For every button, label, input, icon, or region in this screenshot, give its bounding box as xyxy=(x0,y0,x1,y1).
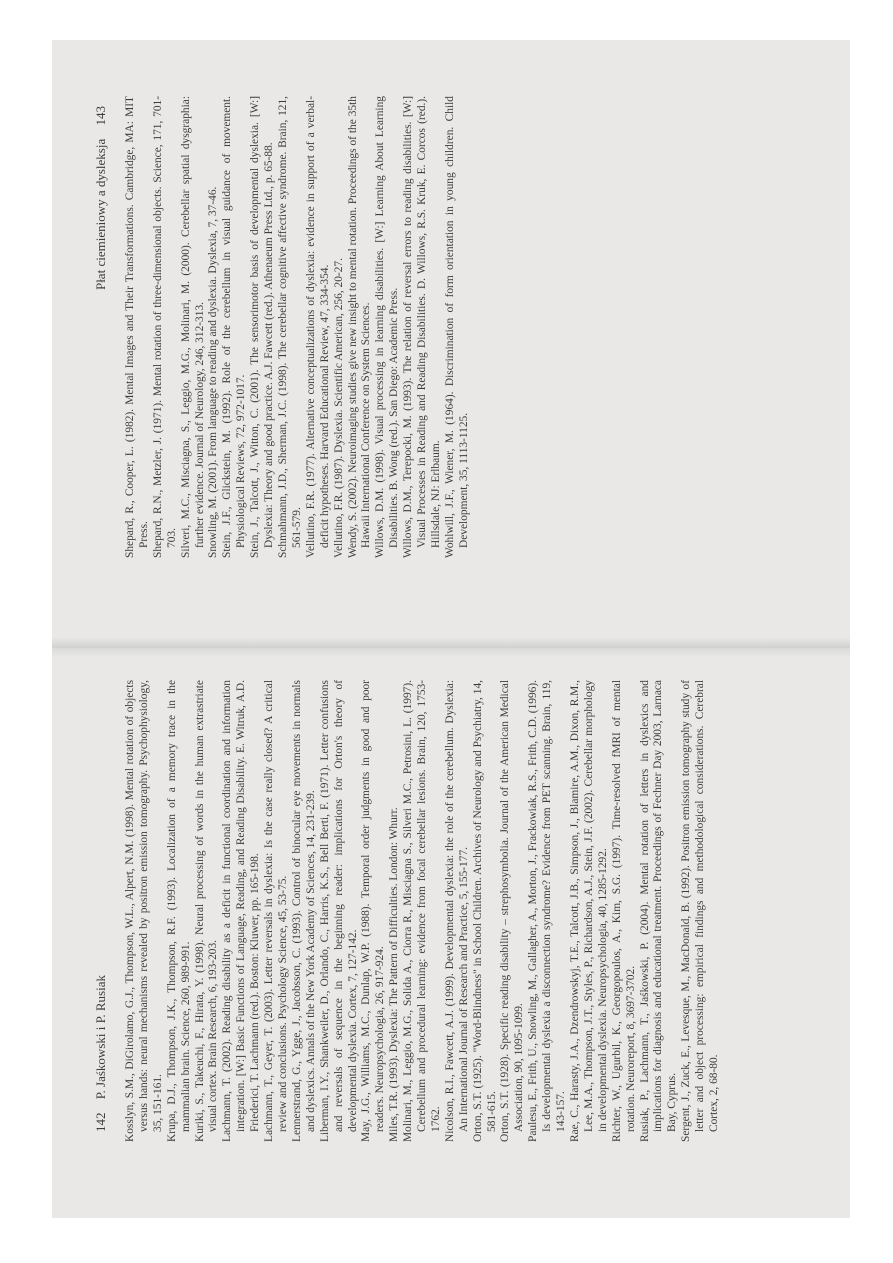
reference-item: Shepard, R.N., Metzler, J. (1971). Mental rotation of three-dimensional objects. Science, 171, 701-703. xyxy=(151,96,178,558)
reference-item: Kuriki, S., Takeuchi, F., Hirata, Y. (1998). Neural processing of words in the human extrastriate visual cortex. Brain Research, 6, 193-203. xyxy=(193,680,220,1142)
reference-item: Lachmann, T., Geyer, T. (2003). Letter reversals in dyslexia: Is the case really closed? A critical review and conclusions. Psychology Science, 45, 53-75. xyxy=(263,680,289,1142)
reference-item: Vellutino, F.R. (1987). Dyslexia. Scientific American, 256, 20-27. xyxy=(332,258,345,558)
reference-list xyxy=(124,680,722,1142)
reference-item: Rae, C., Harasty, J.A., Dzendrowskyj, T.E., Talcott, J.B., Simpson, J., Blamire, A.M., Dixon, R.M., Lee, M.A., Thompson, J.T., Styles, P., Richardson, A.J., Stein, J.F. (2002). Cerebellar morphology in developmental dyslexia. Neuropsychologia, 40, 1285-1292. xyxy=(569,680,609,1142)
page-number: 142 xyxy=(93,1112,108,1132)
reference-item: Stein, J.F., Glickstein, M. (1992). Role of the cerebellum in visual guidance of movement. Physiological Reviews, 72, 972-1017. xyxy=(221,96,248,558)
reference-item: Wohlwill, J.F., Wiener, M. (1964). Discrimination of form orientation in young children. Child Development, 35, 1113-1125. xyxy=(443,96,470,558)
page-142-header xyxy=(94,680,110,1142)
page-143-header xyxy=(94,96,110,558)
reference-item: Schmahmann, J.D., Sherman, J.C. (1998). The cerebellar cognitive affective syndrome. Brain, 121, 561-579. xyxy=(276,96,303,558)
reference-item: Willows, D.M., Terepocki, M. (1993). The relation of reversal errors to reading disabilities. [W:] Visual Processes in Reading and Reading Disabilities. D. Willows, R.S. Kruk, E. Corcos (red.). Hillsdale, NJ: Erlbaum. xyxy=(402,96,442,558)
reference-item: Shepard, R., Cooper, L. (1982). Mental Images and Their Transformations. Cambridge, MA: MIT Press. xyxy=(124,96,150,558)
reference-item: Richter, W., Ugurbil, K., Georgopoulos, A., Kim, S.G. (1997). Time-resolved fMRI of mental rotation. Neuroreport, 8, 3697-3702. xyxy=(610,680,637,1142)
reference-item: Krupa, D.J., Thompson, J.K., Thompson, R.F. (1993). Localization of a memory trace in the mammalian brain. Science, 260, 989-991. xyxy=(165,680,192,1142)
reference-item: Lachmann, T. (2002). Reading disability as a deficit in functional coordination and information integration. [W:] Basic Functions of Language, Reading, and Reading Disability. E. Witruk, A.D. Friederici, T. Lachmann (red.). Boston: Kluwer, pp. 165-198. xyxy=(221,680,262,1142)
running-header: P. Jaśkowski i P. Rusiak xyxy=(93,975,108,1100)
page-143-content xyxy=(94,96,743,558)
reference-item: Willows, D.M. (1998). Visual processing in learning disabilities. [W:] Learning About Learning Disabilities. B. Wong (red.). San Diego: Academic Press. xyxy=(374,96,401,558)
reference-item: May, J.G., Williams, M.C., Dunlap, W.P. (1988). Temporal order judgments in good and poor readers. Neuropsychologia, 26, 917-924. xyxy=(360,680,387,1142)
page-142 xyxy=(58,642,763,1182)
reference-item: Rusiak, P., Lachmann, T., Jaśkowski, P. (2004). Mental rotation of letters in dyslexics and implications for diagnosis and educational treatment. Proceedings of Fechner Day 2003, Larnaca Bay, Cyprus. xyxy=(638,680,679,1142)
reference-item: Snowling, M. (2001). From language to reading and dyslexia. Dyslexia, 7, 37-46. xyxy=(207,186,220,558)
reference-item: Stein, J., Talcott, J., Witton, C. (2001). The sensorimotor basis of developmental dyslexia. [W:] Dyslexia: Theory and good practice. A.J. Fawcett (red.). Athenaeum Press Ltd., p. 65-88. xyxy=(249,96,276,558)
reference-item: Orton, S.T. (1925). "Word-Blindness" in School Children. Archives of Neurology and Psychiatry, 14, 581-615. xyxy=(471,680,498,1142)
page-143 xyxy=(58,58,763,598)
reference-item: Miles, T.R. (1993). Dyslexia: The Pattern of Difficulties. London: Whurr. xyxy=(388,807,401,1142)
reference-item: Orton, S.T. (1928). Specific reading disability – strephosymbolia. Journal of the American Medical Association, 90, 1095-1099. xyxy=(499,680,526,1142)
reference-item: Vellutino, F.R. (1977). Alternative conceptualizations of dyslexia: evidence in support of a verbal-deficit hypotheses. Harvard Educational Review, 47, 334-354. xyxy=(304,96,331,558)
reference-item: Nicolson, R.I., Fawcett, A.J. (1999). Developmental dyslexia: the role of the cerebellum. Dyslexia: An International Journal of Research and Practice, 5, 155-177. xyxy=(443,680,470,1142)
reference-item: Molinari, M., Leggio, M.G., Solida A., Ciorra R., Misciagna S., Silveri M.C., Petrosini, L. (1997). Cerebellum and procedural learning: evidence from focal cerebellar lesions. Brain, 120, 1753-1762. xyxy=(402,680,442,1142)
reference-item: Paulesu, E., Frith, U., Snowling, M., Gallagher, A., Morton, J., Frackowiak, R.S., Frith, C.D. (1996). Is developmental dyslexia a disconnection syndrome? Evidence from PET scanning. Brain, 119, 143-157. xyxy=(527,680,568,1142)
reference-item: Silveri, M.C., Misciagna, S., Leggio, M.G., Molinari, M. (2000). Cerebellar spatial dysgraphia: further evidence. Journal of Neurology, 246, 312-313. xyxy=(179,96,206,558)
reference-item: Kosslyn, S.M., DiGirolamo, G.J., Thompson, W.L., Alpert, N.M. (1998). Mental rotation of objects versus hands: neural mechanisms revealed by positron emission tomography. Psychophysiology, 35, 151-161. xyxy=(124,680,164,1142)
page-number: 143 xyxy=(93,106,108,126)
reference-item: Lennerstrand, G., Ygge, J., Jacobsson, C. (1993). Control of binocular eye movements in normals and dyslexics. Annals of the New York Academy of Sciences, 14, 231-239. xyxy=(290,680,317,1142)
reference-item: Liberman, I.Y., Shankweiler, D., Orlando, C., Harris, K.S., Bell Berti, F. (1971). Letter confusions and reversals of sequence in the beginning reader: implications for Orton's theory of developmental dyslexia. Cortex, 7, 127-142. xyxy=(318,680,359,1142)
reference-item: Sergent, J., Zuck, E., Levesque, M., MacDonald, B. (1992). Positron emission tomography study of letter and object processing: empirical findings and methodological considerations. Cerebral Cortex, 2, 68-80. xyxy=(680,680,721,1142)
reference-list xyxy=(124,96,472,558)
reference-item: Wendy, S. (2002). Neuroimaging studies give new insight to mental rotation. Proceedings of the 35th Hawaii International Conference on System Sciences. xyxy=(346,96,373,558)
page-142-content xyxy=(94,680,743,1142)
running-header: Płat ciemieniowy a dysleksja xyxy=(93,138,108,291)
